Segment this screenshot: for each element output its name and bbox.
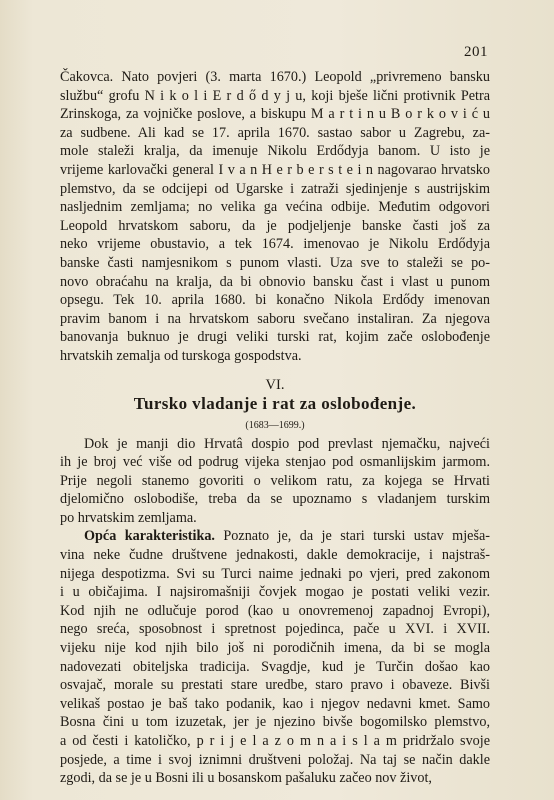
page-number: 201 xyxy=(464,44,488,60)
paragraph-erdody-appointment xyxy=(60,68,490,366)
section-title: Tursko vladanje i rat za oslobođenje. xyxy=(133,393,417,413)
paragraph-general-characteristics xyxy=(60,527,490,787)
text-line: Kod njih ne odlučuje porod (kao u onovremenoj zapadnoj Evropi), xyxy=(60,602,490,619)
paragraph-introduction xyxy=(60,435,490,528)
text-line: posjede, a time i svoj iznimni društveni položaj. Na taj se način dakle xyxy=(60,751,490,768)
text-line: plemstvo, da se odcijepi od Ugarske i zatraži sjedinjenje s austrijskim xyxy=(60,180,490,197)
text-line: ih je broj već više od podrug vijeka stenjao pod osmanlijskim jarmom. xyxy=(60,454,490,471)
text-line: novo obraćahu na kralja, da bi obnovio bansku čast i vlast u punom xyxy=(60,273,490,290)
run-in-line-rest: Poznato je, da je stari turski ustav mješa- xyxy=(214,528,490,545)
text-line: mole staleži kralja, da imenuje Nikolu Erdődyja banom. U isto je xyxy=(60,143,490,160)
text-line: Zrinskoga, za vojničke poslove, a biskupu M a r t i n u B o r k o v i ć u xyxy=(60,106,490,123)
text-line: a od česti i katoličko, p r i j e l a z o m n a i s l a m pridržalo svoje xyxy=(60,733,490,749)
text-line: nijega despotizma. Svi su Turci naime jednaki po vjeri, pred zakonom xyxy=(60,565,490,582)
text-line: hrvatskih zemalja od turskoga gospodstva. xyxy=(60,347,302,364)
text-line: službu“ grofu N i k o l i E r d ő d y j u, koji bješe lični protivnik Petra xyxy=(60,87,490,104)
text-line: zgodi, da se je u Bosni ili u bosanskom pašaluku začeo nov život, xyxy=(60,770,432,787)
text-line: pravim banom i na hrvatskom saboru svečano instaliran. Za njegova xyxy=(60,310,490,327)
text-line: nasljednim zemljama; no velika ga većina odbije. Međutim odgovori xyxy=(60,199,490,216)
text-line: banovanja buknuo je drugi veliki turski rat, kojim zače oslobođenje xyxy=(60,329,490,346)
text-line: vrijeme karlovački general I v a n H e r b e r s t e i n nagovarao hrvatsko xyxy=(60,161,490,178)
text-line: i u običajima. I najsiromašniji čovjek mogao je postati veliki vezir. xyxy=(60,584,490,601)
text-line: Dok je manji dio Hrvatâ dospio pod prevlast njemačku, najveći xyxy=(84,435,490,452)
section-number: VI. xyxy=(265,376,285,393)
text-line: za sudbene. Ali kad se 17. aprila 1670. sastao sabor u Zagrebu, za- xyxy=(60,124,490,141)
text-line: opsegu. Tek 10. aprila 1680. bi konačno Nikola Erdődy imenovan xyxy=(60,292,490,309)
text-line: banske časti namjesnikom s punom vlasti. Uza sve to staleži se po- xyxy=(60,254,490,271)
text-line: djelomično oslobodiše, treba da se upoznamo s vladanjem turskim xyxy=(60,491,490,508)
page-body xyxy=(60,68,490,788)
text-line: vijeku nije kod njih bilo još ni porodičnih imena, da bi se mogla xyxy=(60,640,490,657)
text-line: nadovezati obiteljska tradicija. Svagdje, kud je Turčin došao kao xyxy=(60,658,490,675)
text-line: neko vrijeme obustavio, a tek 1674. imenovao je Nikolu Erdődyja xyxy=(60,236,490,253)
text-line: Leopold hrvatskom saboru, da je podjeljenje banske časti još za xyxy=(60,217,490,234)
text-line: Čakovca. Nato povjeri (3. marta 1670.) Leopold „privremeno bansku xyxy=(60,69,490,85)
text-line: nego sreća, sposobnost i spretnost pojedinca, pače u XVI. i XVII. xyxy=(60,621,490,638)
text-line: Bosna čini u tom izuzetak, jer je njezino bivše bogomilsko plemstvo, xyxy=(60,714,490,731)
text-line: vina neke čudne društvene jednakosti, dakle demokracije, i najstraš- xyxy=(60,547,490,564)
text-line: Prije negoli stanemo govoriti o velikom ratu, za kojega se Hrvati xyxy=(60,472,490,489)
run-in-heading: Opća karakteristika. xyxy=(84,528,215,545)
text-line: po hrvatskim zemljama. xyxy=(60,509,197,526)
text-line: velikaš postao je baš tako podanik, kao i njegov nedavni kmet. Samo xyxy=(60,695,490,712)
text-line: osvajač, morale su prestati stare uredbe, staro pravo i obaveze. Bivši xyxy=(60,677,490,694)
section-dates: (1683—1699.) xyxy=(245,419,305,431)
text-line xyxy=(60,527,490,546)
